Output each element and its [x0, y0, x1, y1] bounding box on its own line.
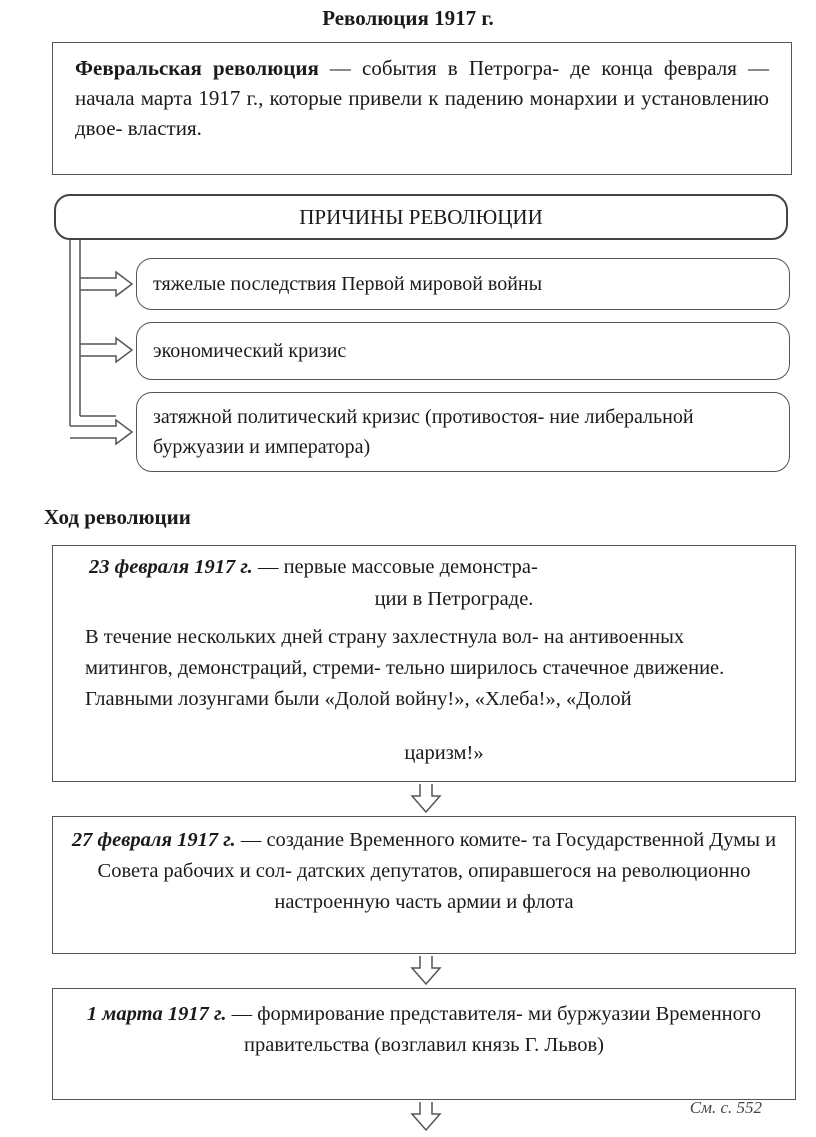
causes-heading: ПРИЧИНЫ РЕВОЛЮЦИИ — [54, 194, 788, 240]
page-title: Революция 1917 г. — [322, 6, 494, 30]
arrow-cause-1 — [80, 272, 132, 296]
causes-bracket-line — [70, 240, 80, 426]
definition-text: — события в Петрогра- де конца февраля — начала марта 1917 г., которые привели к падению монархии и установлению двое- властия. — [75, 56, 769, 140]
arrow-cause-2 — [80, 338, 132, 362]
arrow-down-1 — [412, 784, 440, 812]
page-reference: См. с. 552 — [689, 1098, 762, 1117]
definition-term: Февральская революция — [75, 56, 319, 80]
event-date: 27 февраля 1917 г. — [71, 829, 236, 851]
event-box — [52, 816, 796, 954]
arrow-cause-3 — [70, 420, 132, 444]
event-body-end: царизм!» — [404, 742, 484, 764]
event-lead: — первые массовые демонстра- — [252, 556, 538, 578]
arrow-down-3 — [412, 1102, 440, 1130]
event-text: — создание Временного комите- та Государственной Думы и Совета рабочих и сол- датских депутатов, опиравшегося на революционно настроенную часть армии и флота — [97, 829, 777, 913]
event-box — [52, 988, 796, 1100]
cause-item: тяжелые последствия Первой мировой войны — [136, 258, 790, 310]
event-date: 23 февраля 1917 г. — [89, 556, 253, 578]
course-heading: Ход революции — [44, 505, 191, 529]
event-body: В течение нескольких дней страну захлестнула вол- на антивоенных митингов, демонстраций, стреми- тельно ширилось стачечное движение. Главными лозунгами были «Долой войну!», «Хлеба!», «Долой — [85, 626, 725, 710]
event-box — [52, 545, 796, 782]
cause-item: экономический кризис — [136, 322, 790, 380]
arrow-down-2 — [412, 956, 440, 984]
cause-item: затяжной политический кризис (противостоя- ние либеральной буржуазии и императора) — [136, 392, 790, 472]
event-date: 1 марта 1917 г. — [86, 1003, 227, 1025]
event-lead-cont: ции в Петрограде. — [374, 588, 534, 610]
event-text: — формирование представителя- ми буржуазии Временного правительства (возглавил князь Г. Львов) — [226, 1003, 762, 1056]
